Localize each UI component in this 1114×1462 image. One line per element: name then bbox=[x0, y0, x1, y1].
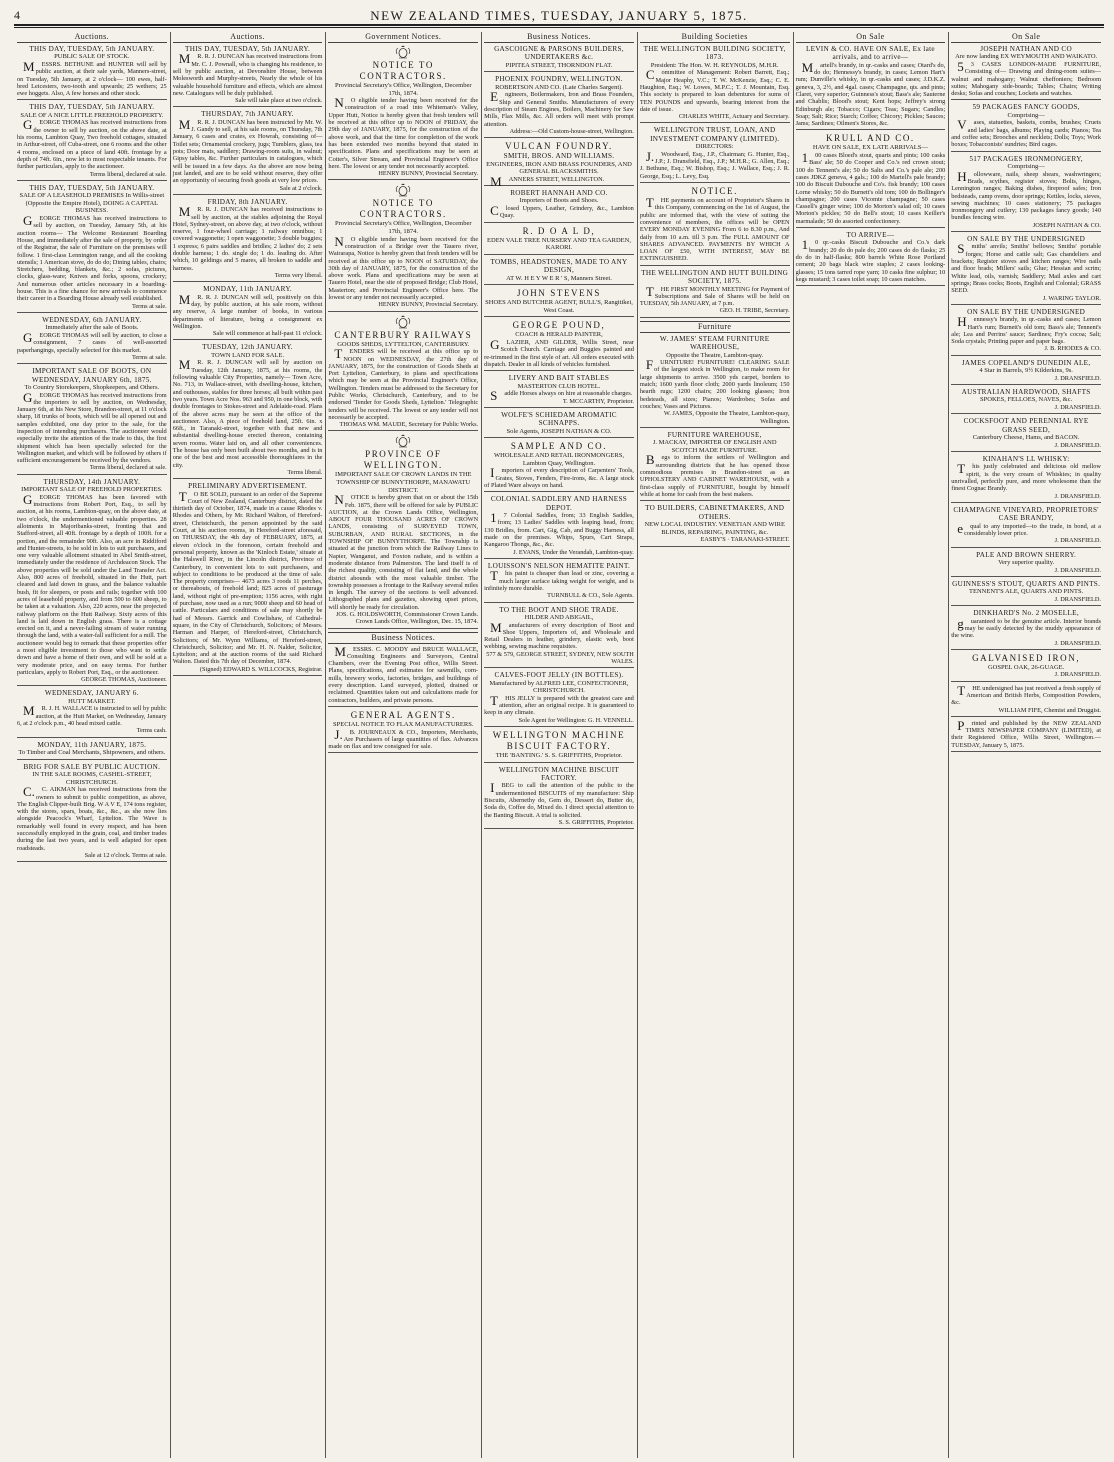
advertisement bbox=[328, 710, 478, 753]
ad-headline: THURSDAY, 7th JANUARY. bbox=[201, 110, 294, 119]
advertisement bbox=[796, 45, 946, 130]
ad-headline: THE WELLINGTON AND HUTT BUILDING SOCIETY, 1875. bbox=[641, 268, 789, 286]
ad-signature: HENRY BUNNY, Provincial Secretary. bbox=[378, 301, 479, 309]
advertisement bbox=[951, 580, 1101, 606]
ad-body: Vases, statuettes, baskets, combs, brushes; Cruets and ladies' bags, albums; Playing cards; Pianos; Tea and coffee sets; Brooches and necklets; Dolls; Toys; Work boxes; Tobacconists' sundries; Bird cages. bbox=[951, 117, 1101, 149]
ad-body: 17 Colonial Saddles, from; 33 English Saddles, from; 13 Ladies' Saddles with leaping head, from; 130 Bridles, from. Cart, Gig, Cab, and Buggy Harness, all made on the premises. Whips, Spurs, Cart Straps, Kangaroo Thongs, &c., &c. bbox=[484, 510, 634, 549]
ad-subhead: Immediately after the sale of Boots. bbox=[45, 324, 139, 332]
ad-headline: FRIDAY, 8th JANUARY. bbox=[207, 197, 288, 206]
ad-headline: CALVES-FOOT JELLY (IN BOTTLES). bbox=[494, 671, 624, 680]
ad-body: Engineers, Boilermakers, Iron and Brass Founders, Ship and General Smiths. Manufacturers of every description of Steam Engines, Boilers, Machinery for Saw Mills, Flax Mills, &c. All orders will meet with prompt attention. bbox=[484, 89, 634, 128]
ad-headline-large: KRULL AND CO. bbox=[826, 133, 915, 144]
ad-headline: GUINNESS'S STOUT, QUARTS AND PINTS. bbox=[952, 579, 1101, 588]
column-rule bbox=[793, 32, 794, 1458]
ad-headline: THIS DAY, TUESDAY, 5th JANUARY. bbox=[29, 183, 155, 192]
section-heading: Business Notices. bbox=[328, 632, 478, 644]
ad-signature: GEORGE THOMAS, Auctioneer. bbox=[81, 676, 167, 684]
advertisement bbox=[484, 226, 634, 255]
advertisement bbox=[173, 198, 323, 282]
ad-body: J.B. JOURNEAUX & CO., Importers, Merchants, Are Purchasers of large quantities of flax. Advances made on flax and tow consigned for sale. bbox=[328, 726, 479, 751]
ad-headline-large: NOTICE. bbox=[691, 186, 738, 197]
advertisement bbox=[17, 316, 167, 364]
column-4 bbox=[481, 32, 637, 1458]
ad-signature: Terms liberal, declared at sale. bbox=[89, 464, 167, 472]
ad-subhead: MASTERTON CLUB HOTEL. bbox=[517, 382, 601, 390]
ad-body: GEORGE THOMAS will sell by auction, to close a consignment, 7 cases of well-assorted paperhangings, specially selected for this market. bbox=[17, 329, 167, 354]
advertisement bbox=[951, 235, 1101, 305]
ad-body: This justly celebrated and delicious old mellow spirit, is the very cream of Whiskies; in quality unrivalled, perfectly pure, and more wholesome than the finest Cognac Brandy. bbox=[951, 461, 1101, 493]
ad-body: GEORGE THOMAS has received instructions to sell by auction, on Tuesday, January 5th, at his auction rooms— The Welcome Restaurant Boarding House, and immediately after the sale of property, by order of the Registrar, the sale of Furniture on the premises will follow. 1 first-class Lennington range, and all the cooking utensils; 1 American stove, do do do; Dining tables, chairs; Stretchers, bedding, blankets, &c.; 2 sofas, pictures, clocks, glass-ware; Knives and forks, spoons, crockery; And numerous other articles necessary in a boarding-house. This is a fine chance for new arrivals to commence their career in a Boarding House already well established. bbox=[17, 213, 167, 303]
royal-arms-icon bbox=[394, 315, 412, 329]
ad-body: MR. R. J. DUNCAN has received instructions to sell by auction, at the stables adjoining the Royal Hotel, Sydney-street, on above day, at two o'clock, without reserve, 1 four-wheel carriage; 1 railway omnibus; 1 covered waggonette; 1 open waggonette; 3 double buggies; 1 express; 6 pairs saddles and bridles; 2 ladies' do; 2 sets double harness; 1 do. single do; 1 do. leading do. After which, 10 geldings and 5 mares, all broken to saddle and harness. bbox=[172, 204, 323, 272]
advertisement bbox=[640, 335, 790, 428]
advertisement bbox=[328, 315, 478, 432]
column-rule bbox=[637, 32, 638, 1458]
ad-headline: KINAHAN'S LL WHISKY: bbox=[982, 455, 1070, 464]
ad-signature: Terms very liberal. bbox=[274, 271, 323, 279]
ad-body: MESSRS. C. MOODY and BRUCE WALLACE, Consulting Engineers and Surveyors, Central Chambers, over the Evening Post office, Willis Street. Plans, specifications, and estimates for sawmills, corn-mills, brewery works, factories, bridges, and buildings of every description. Land surveyed, plotted, drained or reclaimed. Quantities taken out and calculations made for contractors, builders, and private persons. bbox=[328, 643, 479, 704]
advertisement bbox=[484, 288, 634, 317]
advertisement bbox=[484, 75, 634, 138]
ad-headline: PHOENIX FOUNDRY, WELLINGTON. bbox=[495, 75, 623, 84]
advertisement bbox=[173, 45, 323, 107]
ad-subhead: Comprising— bbox=[1007, 111, 1045, 119]
ad-headline: COCKSFOOT AND PERENNIAL RYE GRASS SEED, bbox=[963, 417, 1089, 434]
ad-body: This paint is cheaper than lead or zinc, covering a much larger surface taking weight for weight, and is infinitely more durable. bbox=[484, 568, 634, 592]
column-rule bbox=[948, 32, 949, 1458]
advertisement bbox=[484, 411, 634, 438]
ad-subhead: IN THE SALE ROOMS, CASHEL-STREET, CHRISTCHURCH. bbox=[32, 771, 152, 786]
ad-subhead: DIRECTORS: bbox=[695, 143, 734, 151]
ad-headline: AUSTRALIAN HARDWOOD, SHAFTS bbox=[961, 388, 1091, 397]
ad-subhead: President: The Hon. W. H. REYNOLDS, M.H.R. bbox=[650, 61, 779, 69]
ad-body: THE undersigned has just received a fresh supply of American and British Herbs, Composition Powders, &c. bbox=[951, 682, 1101, 707]
ad-signature: Sole Agent for Wellington: G. H. VENNELL. bbox=[518, 716, 634, 724]
page-number: 4 bbox=[14, 8, 21, 22]
ad-subhead: SPOKES, FELLOES, NAVES, &c. bbox=[980, 396, 1073, 404]
ad-signature: Terms at sale. bbox=[131, 353, 167, 361]
ad-body: Hollowware, nails, sheep shears, washwringers; Brads, scythes, register stoves; Bolts, hinges, Lennington ranges; Baking dishes, fireproof safes; Iron bedsteads, camp ovens, door springs; Kettles, locks, sieves, sewing machines; 10 cases stationery; 75 packages ironmongery and cutlery; 130 packages fancy goods; 140 bundles fencing wire. bbox=[951, 168, 1101, 222]
ad-headline: 59 PACKAGES FANCY GOODS, bbox=[972, 103, 1080, 112]
ad-body: equal to any imported—to the trade, in bond, at a considerably lower price. bbox=[957, 520, 1101, 538]
ad-headline: WOLFE'S SCHIEDAM AROMATIC SCHNAPPS. bbox=[501, 410, 617, 428]
ad-headline: TO BUILDERS, CABINETMAKERS, AND OTHERS. bbox=[645, 504, 785, 521]
ad-subhead: Very superior quality. bbox=[998, 559, 1055, 567]
ad-subhead: ENGINEERS, IRON AND BRASS FOUNDERS, AND GENERAL BLACKSMITHS. bbox=[486, 160, 632, 176]
ad-signature: J. DRANSFIELD. bbox=[1054, 374, 1101, 382]
advertisement bbox=[640, 45, 790, 123]
ad-subhead: To Country Storekeepers, Shopkeepers, and Others. bbox=[24, 383, 160, 391]
ad-signature: GEO. H. TRIBE, Secretary. bbox=[719, 307, 790, 315]
ad-body: GEORGE THOMAS has been favored with instructions from Robert Port, Esq., to sell by auction, at his rooms, Lambton-quay, on the above date, at two o'clock, the undermentioned valuable properties. 28 allotments in Majoribanks-street, fronting that and Stafford-street, all 40ft. frontage by a depth of 100ft. for a portion, and the remainder 90ft. Also, an acre in Riddiford and Hunter-streets, to be sold in lots to suit purchasers, and one very valuable allotment situated in Abel Smith-street, immediately under the residence of Archdeacon Stock. The above properties will be sold under the Land Transfer Act. Also, 800 acres of freehold, situated in the Hutt, part cleared and laid down in grass, and the balance valuable bush, fit for sleepers, or posts and rails; together with 100 acres of leasehold property, and from 500 to 600 sheep, to be taken at a valuation. Also, 220 acres, near the projected railway platform on the Hutt Railway. Sixty acres of this land is laid down in English grass. There is a cottage erected on it, and a never-failing stream of water running through the land, with a water-fall sufficient for a mill. The auctioneer would beg to remark that these properties offer a most eligible investment to those who want to settle down and have a home of their own, and will be sold at a very moderate price, and on easy terms. For further particulars, apply to Robert Port, Esq., or the auctioneer. bbox=[17, 491, 167, 676]
ad-signature: J. DRANSFIELD. bbox=[1054, 639, 1101, 647]
ad-headline-large: JOHN STEVENS bbox=[517, 288, 601, 299]
ad-signature: Terms liberal. bbox=[287, 468, 323, 476]
ad-headline: THE WELLINGTON BUILDING SOCIETY, 1873. bbox=[643, 45, 786, 62]
ad-headline-large: GENERAL AGENTS. bbox=[350, 709, 456, 720]
newspaper-title: NEW ZEALAND TIMES, TUESDAY, JANUARY 5, 1875. bbox=[370, 8, 748, 23]
ad-subhead: Opposite the Theatre, Lambton-quay. bbox=[666, 351, 764, 359]
ad-body: guaranteed to be the genuine article. Interior brands may be easily detected by the muddy appearance of the wine. bbox=[951, 615, 1101, 640]
ad-body: THE FIRST MONTHLY MEETING for Payment of Subscriptions and Sale of Shares will be held on TUESDAY, 5th JANUARY, at 7 p.m. bbox=[639, 283, 790, 308]
ad-body: Importers of every description of Carpenters' Tools, Grates, Stoves, Fenders, Fire-irons, &c. A large stock of Plated Ware always on hand. bbox=[484, 465, 634, 490]
ad-signature: S. S. GRIFFITHS, Proprietor. bbox=[558, 818, 634, 826]
advertisement bbox=[484, 374, 634, 408]
ad-body: GLAZIER, AND GILDER, Willis Street, near Scotch Church. Carriage and Buggies painted and re-trimmed in the first style of art. All orders executed with dispatch. Dealer in all kinds of vehicles furnished. bbox=[484, 337, 634, 368]
ad-signature: EASBY'S · TARANAKI-STREET. bbox=[700, 536, 790, 544]
ad-body: MESSRS. BETHUNE and HUNTER will sell by public auction, at their sale yards, Manners-street, on Tuesday, 5th January, at 2 o'clock— 100 ewes, half-bred Leicesters, two-tooth and upwards; 25 wethers; 25 ewe hoggets. Also, A few horses and other stock. bbox=[17, 59, 167, 98]
advertisement bbox=[484, 45, 634, 72]
advertisement bbox=[484, 730, 634, 763]
ad-headline: WEDNESDAY, JANUARY 6. bbox=[44, 689, 139, 698]
ad-body: Hennessy's brandy, in qr.-casks and cases; Lemon Hart's rum; Burnett's old tom; Bass's ale; Tennent's ale; Lea and Perrins' sauce; Sardines; Fry's cocoa; Salt; Soda crystals; Printing paper and paper bags. bbox=[951, 314, 1101, 346]
ad-signature: J. DRANSFIELD. bbox=[1054, 671, 1101, 679]
advertisement bbox=[951, 388, 1101, 414]
ad-body: MR. J. H. WALLACE is instructed to sell by public auction, at the Hutt Market, on Wednesday, January 6, at 2 o'clock p.m., 40 head mixed cattle. bbox=[17, 703, 167, 728]
ad-signature: J. DRANSFIELD. bbox=[1054, 595, 1101, 603]
advertisement bbox=[328, 434, 478, 628]
ad-signature: Terms liberal, declared at sale. bbox=[89, 170, 167, 178]
ad-body: Martell's brandy, in qr.-casks and cases; Otard's do, do do; Hennessy's brandy, in cases; Lemon Hart's rum; Dunville's whisky, in qr.-casks and cases; J.D.K.Z. geneva, 3, 2½, and 4gal. cases; Champagne, qts. and pints; Claret, very superior; Guinness's stout; Bass's ale; Sauterne and Chablis; Blood's stout; Kent hops; Jeffrey's strong Edinburgh ale; Tobacco; Cigars; Teas; Sugars; Candles; Soap; Salt; Rice; Starch; Coffee; Chicory; Pickles; Sauces; Jams; Sardines; Oilmen's Stores, &c. bbox=[795, 59, 946, 128]
advertisement bbox=[484, 320, 634, 371]
ad-headline: FURNITURE WAREHOUSE, bbox=[667, 430, 762, 439]
ad-headline: WELLINGTON TRUST, LOAN, AND INVESTMENT COMPANY (LIMITED). bbox=[650, 126, 780, 143]
advertisement bbox=[17, 45, 167, 100]
advertisement bbox=[484, 141, 634, 189]
ad-body: TO BE SOLD, pursuant to an order of the Supreme Court of New Zealand, Canterbury district, dated the thirtieth day of October, 1874, made in a cause Rhodes v. Rhodes and Others, by Mr. Richard Walton, of Hereford-street, Christchurch, the person appointed by the said Court, at his auction rooms, in Hereford-street aforesaid, on THURSDAY, the 4th day of FEBRUARY, 1875, at eleven o'clock in the forenoon, certain freehold and personal property, known as the 'Kinloch Estate,' situate at the Halswell River, in the Lincoln district, Province of Canterbury, in convenient lots to suit purchasers, and subject to conditions to be produced at the time of sale. The property comprises— 4673 acres 3 roods 11 perches, or thereabouts, of freehold land; 825 acres of pasturage land, without right of pre-emption; 1156 acres, with right of purchase, now used as a run; 9000 sheep and 60 head of cattle. Particulars and conditions of sale may shortly be had of Messrs. Garrick and Cowlishaw, of Cathedral-square, in the City of Christchurch, Solicitors; of Messrs. Harman and Harper, of Hereford-street, Christchurch, Solicitors; of Mr. Wynn Williams, of Hereford-street, Christchurch, Solicitor; and Mr. H. N. Nalder, Solicitor, Lyttelton; and at the auction rooms of the said Richard Walton. Dated this 7th day of December, 1874. bbox=[172, 488, 323, 666]
advertisement bbox=[484, 606, 634, 669]
ad-signature: J. B. RHODES & CO. bbox=[1044, 345, 1101, 353]
ad-headline: W. JAMES' STEAM FURNITURE WAREHOUSE, bbox=[659, 334, 770, 352]
ad-signature: J. DRANSFIELD. bbox=[1054, 537, 1101, 545]
ad-signature: J. EVANS, Under the Verandah, Lambton-quay. bbox=[513, 548, 634, 556]
advertisement bbox=[951, 551, 1101, 577]
ad-subhead: Provincial Secretary's Office, Wellington, December 17th, 1874. bbox=[335, 82, 472, 97]
ad-body: MR. R. J. DUNCAN has received instructions from Mr. C. J. Pownall, who is changing his residence, to sell by public auction, at Devonshire House, between Molesworth and Murphy-streets, Nearly the whole of his valuable household furniture and effects, which are almost new. Catalogues will be duly published. bbox=[172, 51, 323, 97]
ad-subhead: NEW LOCAL INDUSTRY. VENETIAN AND WIRE BLINDS, REPAIRING, PAINTING, &c. bbox=[644, 521, 785, 536]
ad-headline: TUESDAY, 12th JANUARY. bbox=[202, 343, 293, 352]
column-5 bbox=[637, 32, 793, 1458]
advertisement bbox=[951, 45, 1101, 100]
ad-headline: IMPORTANT SALE OF BOOTS, ON WEDNESDAY, JANUARY 6th, 1875. bbox=[31, 367, 152, 384]
ad-subhead: HUTT MARKET. bbox=[68, 697, 116, 705]
advertisement bbox=[484, 562, 634, 603]
ad-subhead: Importers of Boots and Shoes. bbox=[519, 197, 599, 205]
ad-subhead: IMPORTANT SALE OF CROWN LANDS IN THE TOWNSHIP OF BUNNYTHORPE, MANAWATU DISTRICT. bbox=[335, 471, 472, 494]
ad-headline: BRIG FOR SALE BY PUBLIC AUCTION. bbox=[23, 762, 161, 771]
advertisement bbox=[484, 671, 634, 727]
advertisement bbox=[640, 504, 790, 546]
ad-signature: J. DRANSFIELD. bbox=[1054, 404, 1101, 412]
advertisement bbox=[173, 343, 323, 479]
ad-body: Smiths' anvils; Smiths' bellows; Smiths' portable forges; Horse and cattle salt; Gas chandeliers and brackets; Register stoves and kitchen ranges; Wire nails and floor brads; Millers' sails; Glue; Hessian and scrim; White lead, oils, varnish; Saddlery; Mail axles and cart springs; Brass cocks; Boots, English and Colonial; GRASS SEED. bbox=[951, 241, 1101, 295]
advertisement bbox=[173, 110, 323, 194]
advertisement bbox=[17, 689, 167, 737]
advertisement bbox=[951, 682, 1101, 717]
ad-headline-large: NOTICE TO CONTRACTORS. bbox=[359, 198, 447, 220]
ad-signature: Terms at sale. bbox=[131, 302, 167, 310]
ad-headline: JOSEPH NATHAN AND CO bbox=[980, 45, 1072, 53]
advertisement bbox=[17, 763, 167, 863]
ad-body: MR. R. J. DUNCAN will sell by auction on Tuesday, 12th January, 1875, at his rooms, the following valuable City Properties, namely— Town Acre, No. 713, in Wallace-street, with dwelling-house, kitchen, and outhouses, stables for three horses; all built within past two years. Town Acre Nos. 963 and 950, in one block, with double frontages to Stokes-street and Adelaide-road. Plans of the above acres may be seen at the office of the auctioneer. Also, A piece of freehold land, 25ft. 6in. x 66ft., in Taranaki-street, together with that new and substantial dwelling-house erected thereon, containing seven rooms. Water laid on, and all other conveniences. The house has only been built about two months, and is in one of the best and most accessible thoroughfares in the city. bbox=[172, 357, 323, 469]
ad-headline: PRELIMINARY ADVERTISEMENT. bbox=[188, 482, 307, 491]
ad-body: TENDERS will be received at this office up to NOON on WEDNESDAY, the 27th day of JANUARY, 1875, for the construction of Goods Sheds at Port Lyttelton, Canterbury, to plans and specifications which may be seen at the Provincial Engineer's Office, Wellington. Tenders must be addressed to the Secretary for Public Works, Christchurch, Canterbury, and to be endorsed 'Tender for Goods Sheds, Lyttelton.' Telegraphic tenders will be received. The lowest or any tender will not necessarily be accepted. bbox=[328, 346, 479, 421]
ad-subhead: 4 Star in Barrels, 9½ Kilderkins, 9s. bbox=[979, 367, 1073, 375]
ad-headline: WEDNESDAY, 6th JANUARY. bbox=[42, 315, 142, 324]
advertisement bbox=[17, 741, 167, 760]
ad-subhead: PUBLIC SALE OF STOCK. bbox=[54, 53, 130, 61]
ad-signature: TURNBULL & CO., Sole Agents. bbox=[547, 592, 634, 600]
ad-subhead: IMPORTANT SALE OF FREEHOLD PROPERTIES. bbox=[21, 486, 163, 494]
ad-subhead: GOSPEL OAK, 26-GUAGE. bbox=[987, 663, 1065, 671]
advertisement bbox=[951, 717, 1101, 752]
advertisement bbox=[328, 183, 478, 311]
ad-signature: Sale will commence at half-past 11 o'clock. bbox=[212, 330, 323, 338]
ad-signature: Address:—Old Custom-house-street, Wellington. bbox=[509, 127, 634, 135]
ad-signature: Sale will take place at two o'clock. bbox=[235, 97, 323, 105]
ad-body: Manufacturers of every description of Boot and Shoe Uppers, Importers of, and Wholesale and Retail Dealers in leather, grindery, elastic web, boot webbing, sewing machine requisites. bbox=[484, 619, 634, 651]
royal-arms-icon bbox=[394, 183, 412, 197]
column-3 bbox=[325, 32, 481, 1458]
advertisement bbox=[484, 189, 634, 223]
advertisement bbox=[640, 269, 790, 318]
column-heading: Government Notices. bbox=[328, 32, 478, 43]
ad-signature: J. DRANSFIELD. bbox=[1054, 441, 1101, 449]
advertisement bbox=[484, 258, 634, 285]
ad-subhead: GOODS SHEDS, LYTTELTON, CANTERBURY. bbox=[337, 340, 470, 348]
ad-headline-large: PROVINCE OF WELLINGTON. bbox=[363, 449, 443, 471]
column-heading: Business Notices. bbox=[484, 32, 634, 43]
ad-subhead: COACH & HERALD PAINTER, bbox=[515, 331, 603, 339]
ad-headline-large: GALVANISED IRON, bbox=[972, 652, 1081, 663]
ad-signature: JOSEPH NATHAN & CO. bbox=[1032, 221, 1101, 229]
ad-headline: ON SALE BY THE UNDERSIGNED bbox=[967, 307, 1086, 316]
ad-signature: 577 & 579, GEORGE STREET, SYDNEY, NEW SOUTH WALES. bbox=[486, 650, 634, 665]
ad-body: C.C. AIKMAN has received instructions from the owners to submit to public competition, as above, The English Clipper-built Brig. W A V E, 174 tons register, with the stores, spars, boats, &c., &c., as she now lies alongside Peacock's Wharf, Lyttelton. The Wave is remarkably well found in every respect, and has been successfully employed in the grain, coal, and timber trades during the last two years, and is well adapted for open roadsteads. bbox=[17, 784, 167, 852]
ad-headline: COLONIAL SADDLERY AND HARNESS DEPOT. bbox=[490, 495, 628, 512]
column-1 bbox=[14, 32, 170, 1458]
advertisement bbox=[951, 609, 1101, 650]
ad-body: Closed Uppers, Leather, Grindery, &c., Lambton Quay. bbox=[490, 203, 634, 220]
ad-signature: J. DRANSFIELD. bbox=[1054, 566, 1101, 574]
ad-body: GEORGE THOMAS has received instructions from the importers to sell by auction, on Wednesday, January 6th, at his New Store, Brandon-street, at 11 o'clock sharp, 18 trunks of boots, which will be all opened out and samples exhibited, one day prior to the sale, for the inspection of intending purchasers. The auctioneer would especially invite the attention of the trade to this, the first shipment which has been specially selected for the Wellington market, and which will be followed by others if sufficient encouragement be received by the vendors. bbox=[17, 389, 167, 465]
masthead-rule bbox=[14, 24, 1104, 28]
advertisement bbox=[640, 126, 790, 183]
advertisement bbox=[951, 417, 1101, 452]
ad-body: THIS JELLY is prepared with the greatest care and attention, after an original recipe. It is guaranteed to keep in any climate. bbox=[484, 692, 634, 717]
ad-headline: THIS DAY, TUESDAY, 5th JANUARY. bbox=[185, 45, 311, 53]
ad-body: MANNERS STREET, WELLINGTON. bbox=[490, 173, 605, 189]
ad-body: GEORGE THOMAS has received instructions from the owner to sell by auction, on the above date, at his rooms, Lambton Quay, Two freehold cottages, situated in Arthur-street, off Cuba-street, one 6 rooms and the other 4 rooms, enclosed on a piece of land 40ft. frontage by a depth of 74ft. 6in., now let to most respectable tenants. For further particulars, apply to the auctioneer. bbox=[17, 117, 167, 171]
ad-headline-large: NOTICE TO CONTRACTORS. bbox=[359, 60, 447, 81]
advertisement bbox=[796, 231, 946, 286]
ad-body: MR. R. J. DUNCAN will sell, positively on this day, by public auction, at his sale room, without any reserve, A large number of books, in various departments of literature, being a consignment ex Wellington. bbox=[172, 291, 323, 330]
ad-subhead: Comprising— bbox=[1007, 163, 1045, 171]
column-heading: Auctions. bbox=[173, 32, 323, 43]
ad-headline: THURSDAY, 14th JANUARY. bbox=[43, 477, 141, 486]
ad-subhead: HILDER AND ABIGAIL, bbox=[524, 613, 594, 621]
advertisement bbox=[328, 643, 479, 707]
ad-body: MR. R. J. DUNCAN has been instructed by Mr. W. J. Gandy to sell, at his sale rooms, on Thursday, 7th January, 6 cases and crates, ex Howrah, consisting of— Toilet sets; Ornamental crockery, jugs; Tumblers, glass, tea pots; Door mats, saddlery; Drawing-room suits, in walnut; Gipsy tables, &c. Further particulars in catalogues, which will be issued in a few days. As the above are now being just landed, and are to be sold without reserve, they offer an opportunity of securing fresh goods at very low prices. bbox=[172, 116, 323, 185]
advertisement bbox=[951, 359, 1101, 385]
ad-body: Printed and published by the NEW ZEALAND TIMES NEWSPAPER COMPANY (LIMITED), at their Registered Office, Willis Street, Wellington.—TUESDAY, January 5, 1875. bbox=[951, 717, 1101, 749]
ad-headline-large: CANTERBURY RAILWAYS bbox=[334, 329, 473, 340]
advertisement bbox=[796, 133, 946, 228]
advertisement bbox=[173, 285, 323, 340]
ad-body: Begs to inform the settlers of Wellington and surrounding districts that he has opened those commodious premises in Brandon-street as an UPHOLSTERY AND CABINET WAREHOUSE, with a first-class supply of FURNITURE, bought by himself while at home for cash from the best makers. bbox=[639, 452, 790, 498]
advertisement bbox=[328, 45, 478, 180]
advertisement bbox=[951, 455, 1101, 503]
ad-body: Committee of Management: Robert Barrett, Esq.; Major Heaphy, V.C.; T. W. McKenzie, Esq.; C. E. Haughton, Esq.; W. Lowes, M.P.C.; T. J. Mountain, Esq. This society is prepared to loan debentures for sums of TEN POUNDS and upwards, bearing interest from the date of issue. bbox=[639, 67, 790, 113]
ad-body: NO eligible tender having been received for the construction of a Bridge over the Tauero river, Wairarapa, Notice is hereby given that fresh tenders will be received at this office up to NOON of SATURDAY, the 30th day of JANUARY, 1875, for the construction of the above work. Plans and specifications may be seen at Tauero Hotel, near the site of proposed Bridge; Club Hotel, Masterton; and Provincial Engineer's Office here. The lowest or any tender not necessarily accepted. bbox=[328, 233, 479, 302]
ad-subhead: TENNENT'S ALE, QUARTS AND PINTS. bbox=[969, 588, 1084, 596]
advertisement bbox=[484, 766, 634, 830]
ad-signature: J. WARING TAYLOR. bbox=[1042, 294, 1101, 302]
ad-subhead: SHOES AND BUTCHER AGENT, BULL'S, Rangitikei, West Coast. bbox=[485, 299, 633, 314]
ad-headline: TO THE BOOT AND SHOE TRADE. bbox=[499, 605, 619, 614]
ad-body: THE payments on account of Proprietor's Shares in this Company, commencing on the 1st of August, the public are informed that, with the view of suiting the convenience of members, the offices will be OPEN EVERY MONDAY EVENING From 6 to 8.30 p.m., And daily from 10 a.m. till 3 p.m. The FULL AMOUNT OF SHARES ADVANCED. PAYMENTS BY WHICH A LOAN OF £50, WITH INTEREST, MAY BE EXTINGUISHED. bbox=[639, 195, 790, 263]
ad-body: NO eligible tender having been received for the construction of a road into Whiteman's Valley, Upper Hutt, Notice is hereby given that fresh tenders will be received at this office up to NOON of FRIDAY, the 29th day of JANUARY, 1875, for the construction of the above work, and that the time for completion of the work has been extended two months beyond that stated in specification. Plans and specifications may be seen at Cotter's, Silver Stream, and Provincial Engineer's Office here. The lowest or any tender not necessarily accepted. bbox=[328, 95, 479, 170]
advertisement bbox=[951, 653, 1101, 682]
ad-signature: J. DRANSFIELD. bbox=[1054, 492, 1101, 500]
column-2 bbox=[170, 32, 326, 1458]
advertisement bbox=[640, 431, 790, 501]
ad-signature: Terms cash. bbox=[136, 727, 167, 735]
column-rule bbox=[170, 32, 171, 1458]
column-heading: Auctions. bbox=[17, 32, 167, 43]
advertisement bbox=[17, 478, 167, 687]
ad-subhead: To Timber and Coal Merchants, Shipowners, and others. bbox=[18, 749, 166, 757]
section-heading: Furniture bbox=[640, 321, 790, 333]
ad-body: NOTICE is hereby given that on or about the 15th Feb. 1875, there will be offered for sale by PUBLIC AUCTION, at the Crown Lands Office, Wellington, ABOUT FOUR THOUSAND ACRES OF CROWN LANDS, consisting of SURVEYED TOWN, SUBURBAN, AND RURAL SECTIONS, in the TOWNSHIP OF BUNNYTHORPE. The Township is situated at the junction from which the Railway Lines to Napier, Wanganui, and Foxton radiate, and is within a moderate distance from Palmerston. The land itself is of the richest quality, consisting of flat land, and the whole district abounds with the most valuable timber. The township possesses a frontage to the Railway several miles in length. The survey of the sections is well advanced. Lithographed plans and gazettes, showing upset prices, will shortly be ready for circulation. bbox=[328, 492, 479, 611]
masthead bbox=[14, 6, 1104, 26]
column-heading: On Sale bbox=[951, 32, 1101, 43]
ad-headline: PALE AND BROWN SHERRY. bbox=[976, 550, 1077, 559]
advertisement bbox=[951, 155, 1101, 232]
advertisement bbox=[17, 367, 167, 475]
ad-subhead: J. MACKAY, IMPORTER OF ENGLISH AND SCOTCH MADE FURNITURE. bbox=[652, 439, 777, 454]
ad-body: IBEG to call the attention of the public to the undermentioned BISCUITS of my manufacture: Ship Biscuits, Abernethy do, Gem do, Dessert do, Butter do, Soda do, Coffee do, Mixed do. I direct special attention to the Banting Biscuit. A trial is solicited. bbox=[484, 780, 634, 819]
ad-headline: DINKHARD'S No. 2 MOSELLE, bbox=[973, 609, 1079, 618]
ad-headline: THIS DAY, TUESDAY, 5th JANUARY. bbox=[29, 103, 155, 112]
ad-subhead: EDEN VALE TREE NURSERY AND TEA GARDEN, KARORI. bbox=[487, 236, 631, 252]
advertisement bbox=[951, 103, 1101, 151]
ad-headline: THIS DAY, TUESDAY, 5th JANUARY. bbox=[29, 45, 155, 53]
ad-headline: MONDAY, 11th JANUARY, 1875. bbox=[37, 740, 147, 749]
column-rule bbox=[325, 32, 326, 1458]
ad-headline: WELLINGTON MACHINE BISCUIT FACTORY. bbox=[498, 765, 620, 783]
advertisement bbox=[484, 441, 634, 492]
ad-body: Saddle Horses always on hire at reasonable charges. bbox=[490, 388, 633, 404]
column-heading: On Sale bbox=[796, 32, 946, 43]
advertisement bbox=[17, 103, 167, 180]
ad-headline-large: R. D O A L D, bbox=[522, 225, 596, 236]
advertisement bbox=[17, 184, 167, 313]
ad-signature: (Signed) EDWARD S. WILLCOCKS, Registrar. bbox=[199, 665, 323, 673]
ad-signature: Sale at 12 o'clock. Terms at sale. bbox=[84, 851, 167, 859]
ad-subhead: Provincial Secretary's Office, Wellington, December 17th, 1874. bbox=[335, 220, 472, 236]
ad-body: FURNITURE! FURNITURE! CLEARING SALE of the largest stock in Wellington, to make room for large shipments to arrive. 3500 yds carpet, borders to match; 1600 yards floor cloth; 2000 yards linoleum; 150 hearth rugs; 1200 chairs; 200 looking glasses; Iron bedsteads, all sizes; Pianos; Wardrobes; Sofas and couches; Vases and Pictures. bbox=[639, 357, 790, 410]
ad-headline-large: VULCAN FOUNDRY. bbox=[505, 141, 613, 152]
ad-signature: W. JAMES, Opposite the Theatre, Lambton-quay, Wellington. bbox=[663, 410, 790, 425]
ad-signature: T. MCCARTHY, Proprietor. bbox=[562, 397, 634, 405]
ad-headline: SMITH, BROS. AND WILLIAMS. bbox=[503, 152, 615, 161]
ad-headline-large: WELLINGTON MACHINE BISCUIT FACTORY. bbox=[492, 730, 626, 752]
ad-subhead: Are now landing EX WEYMOUTH AND WAIKATO. bbox=[955, 53, 1098, 61]
ad-subhead: TOWN LAND FOR SALE. bbox=[211, 351, 284, 359]
advertisement bbox=[484, 495, 634, 559]
advertisement bbox=[173, 482, 323, 676]
ad-signature: HENRY BUNNY, Provincial Secretary. bbox=[378, 170, 479, 178]
ad-subhead: SALE OF A NICE LITTLE FREEHOLD PROPERTY. bbox=[20, 111, 164, 119]
ad-headline: CHAMPAGNE VINEYARD, PROPRIETORS' CASE BRANDY, bbox=[953, 505, 1099, 523]
ad-subhead: THE 'BANTING.' S. S. GRIFFITHS, Proprietor. bbox=[495, 752, 623, 760]
ad-signature: WILLIAM FIFE, Chemist and Druggist. bbox=[998, 706, 1101, 714]
column-heading: Building Societies bbox=[640, 32, 790, 43]
ad-headline: MONDAY, 11th JANUARY. bbox=[203, 285, 293, 294]
ad-body: 53 CASES LONDON-MADE FURNITURE, Consisting of— Drawing and dining-room suites—walnut and mahogany; Walnut cheffoniers; Bedroom suites; Mahogany side-boards; Tables; Chairs; Writing desks; Sofas and couches; Lockets and watches. bbox=[951, 59, 1101, 98]
ad-subhead: Canterbury Cheese, Hams, and BACON. bbox=[972, 434, 1080, 442]
royal-arms-icon bbox=[394, 434, 412, 448]
ad-body: 100 cases Bloed's stout, quarts and pints; 100 casks Bass' ale; 50 do Cooper and Co.'s red crown stout; 100 do Tennent's ale; 50 do Salts and Co.'s pale ale; 200 cases JDKZ geneva, 4 gals.; 100 do Martell's pale brandy; 100 do Biscuit Dubouche and Co's. fisk brandy; 100 cases Lorne whisky; 50 do Burnett's old tom; 100 do Bollinger's champagne; 200 cases Vicomte champagne; 50 cases Cassell's ginger wine; 100 do Morton's salad oil; 10 cases Morton's pickles; 50 do Bell's stout; 10 cases Keiller's marmalade; 50 do assorted confectionery. bbox=[795, 150, 946, 225]
ad-signature: Sale at 2 o'clock. bbox=[279, 184, 323, 192]
ad-subhead: PIPITEA STREET, THORNDON FLAT. bbox=[505, 61, 613, 69]
ad-headline: GASCOIGNE & PARSONS BUILDERS, UNDERTAKERS &c. bbox=[494, 45, 624, 62]
ad-headline: ON SALE BY THE UNDERSIGNED bbox=[967, 235, 1086, 244]
ad-subhead: SPECIAL NOTICE TO FLAX MANUFACTURERS. bbox=[333, 720, 474, 728]
ad-subhead: AT W. H E Y W E R ' S, Manners Street. bbox=[506, 274, 612, 282]
ad-signature: THOMAS WM. MAUDE, Secretary for Public Works. bbox=[339, 421, 479, 429]
ad-headline-large: GEORGE POUND, bbox=[512, 320, 606, 331]
ad-headline: LOUISSON'S NELSON HEMATITE PAINT. bbox=[487, 561, 631, 570]
ad-subhead: ROBERTSON AND CO. (Late Charles Sargent). bbox=[495, 83, 623, 91]
ad-headline: LEVIN & CO. HAVE ON SALE, Ex late arrivals, and to arrive— bbox=[805, 45, 935, 62]
ad-headline-large: SAMPLE AND CO. bbox=[510, 441, 608, 452]
ad-body: J.Woodward, Esq., J.P., Chairman; G. Hunter, Esq., J.P.; J. Dransfield, Esq., J.P.; M.H.R.; G. Allen, Esq.; J. Bethune, Esq.; W. Bishop, Esq.; J. Wallace, Esq.; J. R. George, Esq.; L. Levy, Esq. bbox=[639, 148, 790, 180]
ad-headline: TO ARRIVE— bbox=[846, 231, 895, 240]
ad-headline: ROBERT HANNAH AND CO. bbox=[510, 189, 608, 198]
royal-arms-icon bbox=[394, 45, 412, 59]
ad-headline: TOMBS, HEADSTONES, MADE TO ANY DESIGN, bbox=[490, 257, 628, 275]
ad-subhead: HAVE ON SALE, EX LATE ARRIVALS— bbox=[812, 144, 928, 152]
ad-headline: 517 PACKAGES IRONMONGERY, bbox=[969, 154, 1083, 163]
ad-subhead: SALE OF A LEASEHOLD PREMISES In Willis-street (Opposite the Empire Hotel), DOING A CAPITAL BUSINESS. bbox=[19, 192, 165, 215]
advertisement bbox=[951, 506, 1101, 548]
ad-signature: JOS. G. HOLDSWORTH, Commissioner Crown Lands. Crown Lands Office, Wellington, Dec. 15, 1874. bbox=[335, 611, 479, 626]
ad-headline: LIVERY AND BAIT STABLES bbox=[508, 374, 610, 383]
ad-subhead: Manufactured by ALFRED LEE, CONFECTIONER, CHRISTCHURCH. bbox=[489, 679, 629, 695]
ad-signature: CHARLES WHITE, Actuary and Secretary. bbox=[678, 113, 790, 121]
advertisement bbox=[640, 186, 790, 266]
advertisement bbox=[951, 308, 1101, 356]
column-6 bbox=[793, 32, 949, 1458]
ad-body: 10 qr.-casks Biscuit Dubouche and Co.'s dark brandy; 20 do do pale do; 200 cases do do flasks; 25 do do in half-flasks; 800 barrels White Rose Portland cement; 20 bags black wire staples; 2 cases looking-glasses; 15 tons tarred rope yarn; 10 casks fine sulphur; 10 kegs mustard; 3 cases toilet soap; 10 cases matches. bbox=[795, 237, 946, 283]
column-7 bbox=[948, 32, 1104, 1458]
ad-subhead: Sole Agents, JOSEPH NATHAN & CO. bbox=[506, 427, 612, 435]
ad-subhead: WHOLESALE AND RETAIL IRONMONGERS, Lambton Quay, Wellington. bbox=[494, 452, 624, 467]
column-rule bbox=[481, 32, 482, 1458]
ad-headline: JAMES COPELAND'S DUNEDIN ALE, bbox=[961, 358, 1091, 367]
